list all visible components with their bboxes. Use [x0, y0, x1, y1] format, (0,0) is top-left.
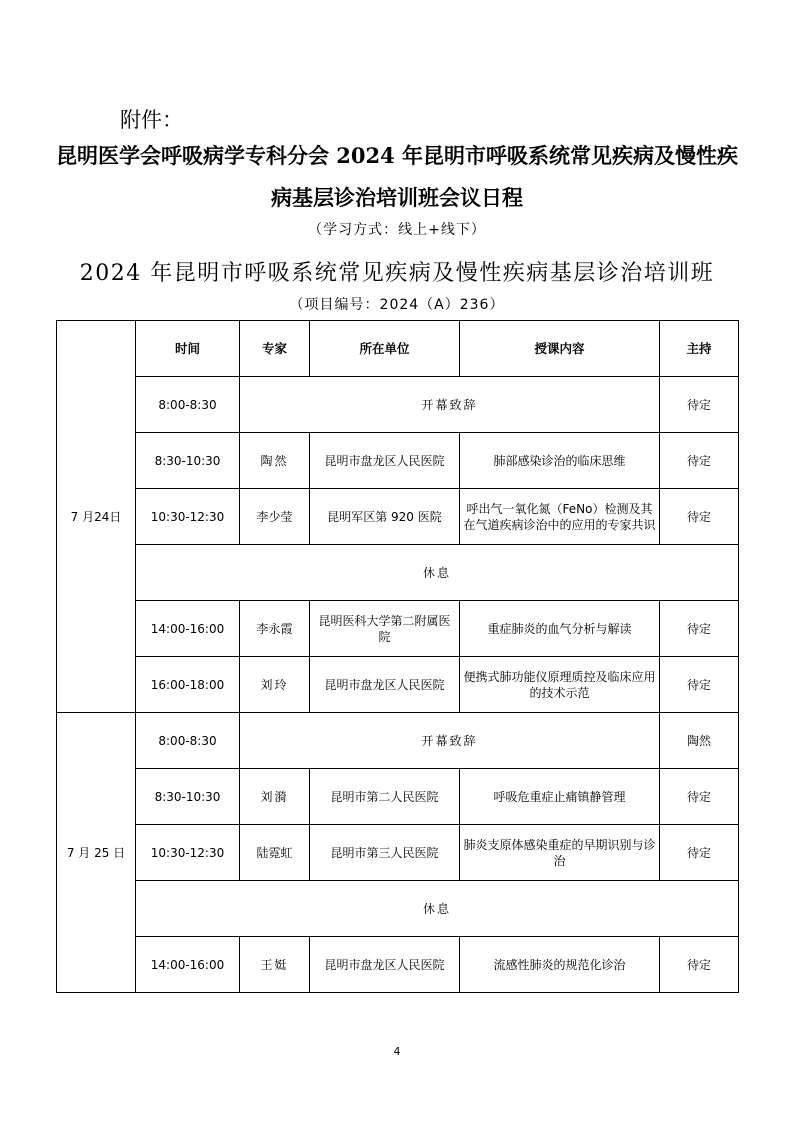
- break-cell: 休息: [136, 881, 739, 937]
- content-cell: 流感性肺炎的规范化诊治: [460, 937, 660, 993]
- table-row: [57, 825, 739, 881]
- expert-cell: 刘玲: [240, 657, 310, 713]
- content-cell: 重症肺炎的血气分析与解读: [460, 601, 660, 657]
- document-title-line2: 病基层诊治培训班会议日程: [271, 185, 523, 210]
- table-row: [57, 769, 739, 825]
- host-cell: 陶然: [660, 713, 739, 769]
- time-cell: 8:30-10:30: [136, 769, 240, 825]
- unit-cell: 昆明市第三人民医院: [310, 825, 460, 881]
- content-cell: 肺部感染诊治的临床思维: [460, 433, 660, 489]
- table-row: [57, 489, 739, 545]
- opening-remarks-cell: 开幕致辞: [240, 713, 660, 769]
- expert-cell: 陆霓虹: [240, 825, 310, 881]
- content-cell: 肺炎支原体感染重症的早期识别与诊治: [460, 825, 660, 881]
- page-number: 4: [393, 1045, 401, 1058]
- expert-cell: 刘漪: [240, 769, 310, 825]
- expert-cell: 李少莹: [240, 489, 310, 545]
- column-header-expert: 专家: [240, 321, 310, 377]
- table-row: [57, 713, 739, 769]
- course-name: 2024 年昆明市呼吸系统常见疾病及慢性疾病基层诊治培训班: [79, 261, 715, 286]
- header-row: [57, 321, 739, 377]
- attachment-label: 附件：: [120, 108, 183, 132]
- table-row: [57, 377, 739, 433]
- break-row: [57, 545, 739, 601]
- time-cell: 10:30-12:30: [136, 825, 240, 881]
- unit-cell: 昆明军区第 920 医院: [310, 489, 460, 545]
- column-header-content: 授课内容: [460, 321, 660, 377]
- column-header-time: 时间: [136, 321, 240, 377]
- opening-remarks-cell: 开幕致辞: [240, 377, 660, 433]
- study-mode: （学习方式：线上+线下）: [308, 222, 486, 238]
- table-row: [57, 937, 739, 993]
- date-cell: 7 月 25 日: [57, 713, 136, 993]
- schedule-table: [56, 320, 739, 993]
- unit-cell: 昆明市盘龙区人民医院: [310, 433, 460, 489]
- table-row: [57, 657, 739, 713]
- unit-cell: 昆明市第二人民医院: [310, 769, 460, 825]
- expert-cell: 陶然: [240, 433, 310, 489]
- host-cell: 待定: [660, 377, 739, 433]
- host-cell: 待定: [660, 433, 739, 489]
- content-cell: 便携式肺功能仪原理质控及临床应用的技术示范: [460, 657, 660, 713]
- time-cell: 8:00-8:30: [136, 377, 240, 433]
- time-cell: 14:00-16:00: [136, 601, 240, 657]
- content-cell: 呼吸危重症止痛镇静管理: [460, 769, 660, 825]
- break-cell: 休息: [136, 545, 739, 601]
- time-cell: 16:00-18:00: [136, 657, 240, 713]
- break-row: [57, 881, 739, 937]
- host-cell: 待定: [660, 657, 739, 713]
- unit-cell: 昆明市盘龙区人民医院: [310, 657, 460, 713]
- table-row: [57, 433, 739, 489]
- unit-cell: 昆明市盘龙区人民医院: [310, 937, 460, 993]
- host-cell: 待定: [660, 601, 739, 657]
- date-cell: 7 月24日: [57, 321, 136, 713]
- content-cell: 呼出气一氧化氮（FeNo）检测及其在气道疾病诊治中的应用的专家共识: [460, 489, 660, 545]
- expert-cell: 王娗: [240, 937, 310, 993]
- host-cell: 待定: [660, 825, 739, 881]
- unit-cell: 昆明医科大学第二附属医院: [310, 601, 460, 657]
- time-cell: 14:00-16:00: [136, 937, 240, 993]
- column-header-host: 主持: [660, 321, 739, 377]
- time-cell: 10:30-12:30: [136, 489, 240, 545]
- host-cell: 待定: [660, 769, 739, 825]
- host-cell: 待定: [660, 937, 739, 993]
- table-row: [57, 601, 739, 657]
- time-cell: 8:30-10:30: [136, 433, 240, 489]
- expert-cell: 李永霞: [240, 601, 310, 657]
- host-cell: 待定: [660, 489, 739, 545]
- column-header-unit: 所在单位: [310, 321, 460, 377]
- document-title-line1: 昆明医学会呼吸病学专科分会 2024 年昆明市呼吸系统常见疾病及慢性疾: [55, 143, 739, 168]
- time-cell: 8:00-8:30: [136, 713, 240, 769]
- project-number: （项目编号：2024（A）236）: [289, 297, 505, 313]
